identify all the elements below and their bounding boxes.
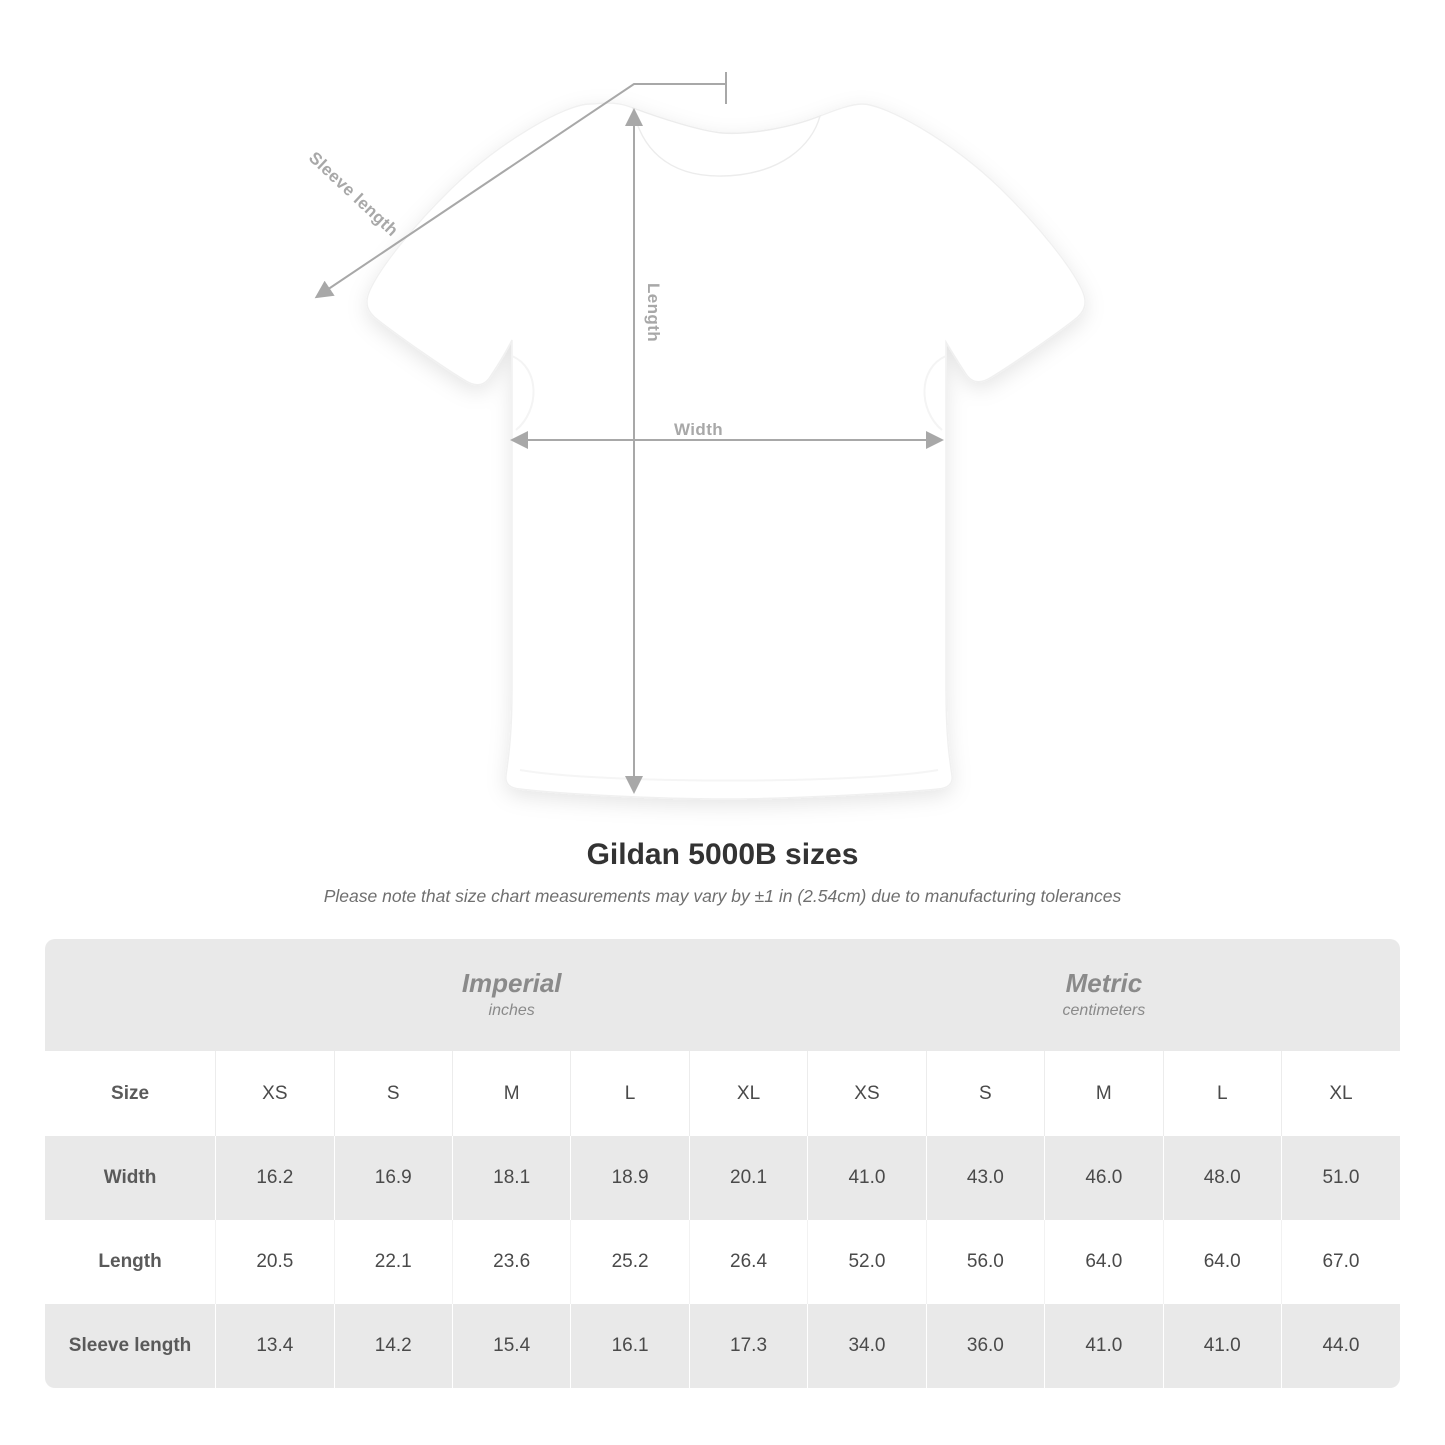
- size-table-wrapper: [45, 939, 1400, 1388]
- header-col-4: XL: [689, 1051, 807, 1136]
- header-col-7: M: [1045, 1051, 1163, 1136]
- cell-length-6: 56.0: [926, 1220, 1044, 1304]
- cell-width-4: 20.1: [689, 1136, 807, 1220]
- cell-width-0: 16.2: [216, 1136, 334, 1220]
- cell-width-6: 43.0: [926, 1136, 1044, 1220]
- cell-length-9: 67.0: [1281, 1220, 1400, 1304]
- cell-length-7: 64.0: [1045, 1220, 1163, 1304]
- row-label-width: Width: [45, 1136, 216, 1220]
- unit-group-metric-name: Metric: [1065, 967, 1143, 998]
- cell-length-3: 25.2: [571, 1220, 689, 1304]
- unit-group-imperial-name: Imperial: [461, 967, 562, 998]
- header-col-6: S: [926, 1051, 1044, 1136]
- header-col-3: L: [571, 1051, 689, 1136]
- header-col-9: XL: [1281, 1051, 1400, 1136]
- cell-width-3: 18.9: [571, 1136, 689, 1220]
- cell-length-2: 23.6: [452, 1220, 570, 1304]
- cell-sleeve-2: 15.4: [452, 1304, 570, 1388]
- header-size-label: Size: [45, 1051, 216, 1136]
- cell-width-5: 41.0: [808, 1136, 926, 1220]
- cell-length-5: 52.0: [808, 1220, 926, 1304]
- sleeve-length-label: Sleeve length: [305, 148, 402, 241]
- unit-group-metric-sub: centimeters: [1062, 1002, 1146, 1020]
- title-block: [0, 838, 1445, 907]
- cell-sleeve-5: 34.0: [808, 1304, 926, 1388]
- cell-width-1: 16.9: [334, 1136, 452, 1220]
- unit-header-spacer: [45, 939, 216, 1051]
- width-label: Width: [674, 420, 724, 439]
- header-col-0: XS: [216, 1051, 334, 1136]
- table-row: [45, 1136, 1400, 1220]
- cell-length-4: 26.4: [689, 1220, 807, 1304]
- size-table: [45, 939, 1400, 1388]
- size-header-row: [45, 1051, 1400, 1136]
- cell-sleeve-0: 13.4: [216, 1304, 334, 1388]
- cell-sleeve-7: 41.0: [1045, 1304, 1163, 1388]
- cell-width-7: 46.0: [1045, 1136, 1163, 1220]
- cell-length-0: 20.5: [216, 1220, 334, 1304]
- row-label-length: Length: [45, 1220, 216, 1304]
- unit-group-imperial: [216, 939, 808, 1051]
- table-row: [45, 1304, 1400, 1388]
- cell-width-9: 51.0: [1281, 1136, 1400, 1220]
- header-col-5: XS: [808, 1051, 926, 1136]
- cell-sleeve-6: 36.0: [926, 1304, 1044, 1388]
- cell-length-1: 22.1: [334, 1220, 452, 1304]
- cell-width-8: 48.0: [1163, 1136, 1281, 1220]
- length-label: Length: [644, 283, 663, 343]
- cell-sleeve-4: 17.3: [689, 1304, 807, 1388]
- cell-sleeve-3: 16.1: [571, 1304, 689, 1388]
- cell-sleeve-9: 44.0: [1281, 1304, 1400, 1388]
- table-row: [45, 1220, 1400, 1304]
- unit-group-metric: [808, 939, 1400, 1051]
- header-col-1: S: [334, 1051, 452, 1136]
- cell-width-2: 18.1: [452, 1136, 570, 1220]
- cell-sleeve-8: 41.0: [1163, 1304, 1281, 1388]
- row-label-sleeve-length: Sleeve length: [45, 1304, 216, 1388]
- header-col-8: L: [1163, 1051, 1281, 1136]
- unit-header-row: [45, 939, 1400, 1051]
- page-title: Gildan 5000B sizes: [586, 838, 859, 871]
- cell-sleeve-1: 14.2: [334, 1304, 452, 1388]
- header-col-2: M: [452, 1051, 570, 1136]
- tshirt-shape: [367, 103, 1085, 799]
- tolerance-note: Please note that size chart measurements may vary by ±1 in (2.54cm) due to manufacturing tolerances: [323, 886, 1122, 906]
- unit-group-imperial-sub: inches: [488, 1002, 535, 1020]
- cell-length-8: 64.0: [1163, 1220, 1281, 1304]
